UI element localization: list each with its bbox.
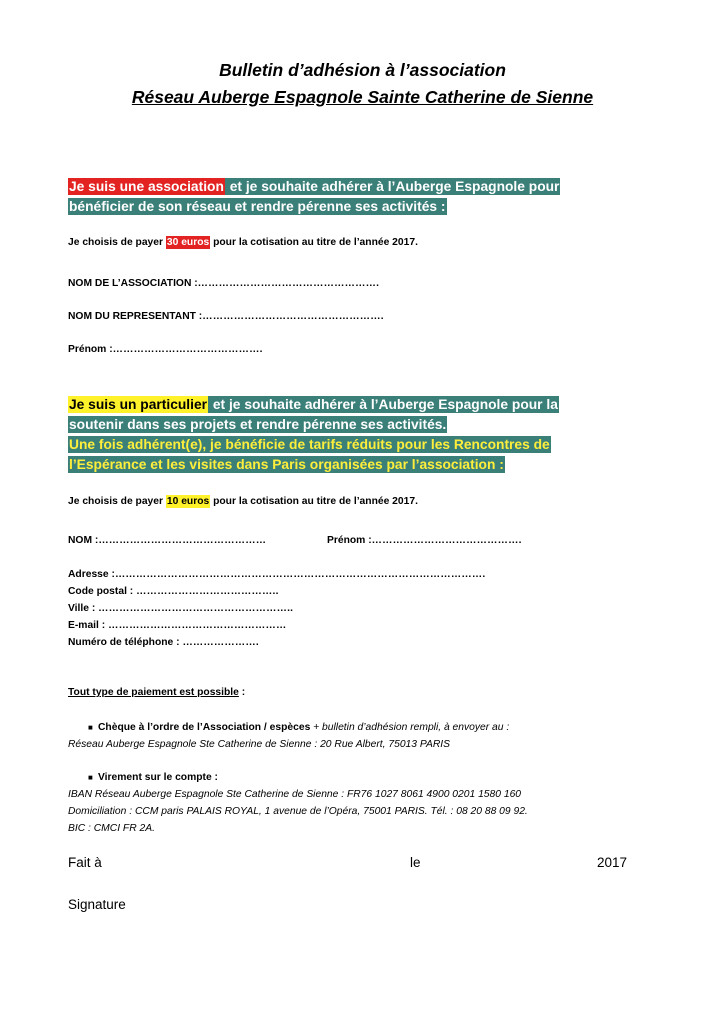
telephone-field[interactable]: Numéro de téléphone : …………………. (68, 637, 259, 648)
code-postal-field[interactable]: Code postal : ………………………………….. (68, 586, 279, 597)
square-bullet-icon: ■ (88, 723, 93, 732)
association-name-field[interactable]: NOM DE L’ASSOCIATION :……………………………………………. (68, 278, 380, 289)
prenom-field[interactable]: Prénom :……………………………………. (327, 535, 522, 546)
adresse-field[interactable]: Adresse :……………………………………………………………………………………………. (68, 569, 486, 580)
cheque-address: Réseau Auberge Espagnole Ste Catherine de Sienne : 20 Rue Albert, 75013 PARIS (68, 739, 450, 750)
association-amount: 30 euros (166, 237, 210, 248)
association-header-line2: bénéficier de son réseau et rendre pérenne ses activités : (69, 199, 446, 214)
square-bullet-icon: ■ (88, 773, 93, 782)
year-label: 2017 (597, 855, 628, 870)
particulier-header-line1 (68, 396, 559, 414)
fait-a-label: Fait à (68, 855, 102, 870)
document-title: Bulletin d’adhésion à l’association (219, 60, 506, 80)
nom-field[interactable]: NOM :………………………………………… (68, 535, 267, 546)
particulier-header-line2: soutenir dans ses projets et rendre pérenne ses activités. (69, 417, 447, 432)
bic-line: BIC : CMCI FR 2A. (68, 823, 155, 834)
representative-firstname-field[interactable]: Prénom :……………………………………. (68, 344, 263, 355)
particulier-amount: 10 euros (166, 496, 210, 507)
association-header-line1 (68, 178, 560, 196)
association-highlight: Je suis une association (69, 179, 224, 194)
association-name-title: Réseau Auberge Espagnole Sainte Catherine de Sienne (131, 87, 594, 107)
iban-line: IBAN Réseau Auberge Espagnole Ste Catherine de Sienne : FR76 1027 8061 4900 0201 1580 160 (68, 789, 522, 800)
domiciliation-line: Domiciliation : CCM paris PALAIS ROYAL, 1 avenue de l’Opéra, 75001 PARIS. Tél. : 08 20 88 09 92. (68, 806, 528, 817)
cheque-line: ■ Chèque à l’ordre de l’Association / espèces + bulletin d’adhésion rempli, à envoyer au : (88, 722, 510, 733)
particulier-header-line3: Une fois adhérent(e), je bénéficie de tarifs réduits pour les Rencontres de (69, 437, 550, 452)
particulier-highlight: Je suis un particulier (69, 397, 208, 412)
email-field[interactable]: E-mail : …………………………………………… (68, 620, 287, 631)
ville-field[interactable]: Ville : ……………………………………………….. (68, 603, 294, 614)
representative-name-field[interactable]: NOM DU REPRESENTANT :……………………………………………. (68, 311, 384, 322)
association-header-rest: et je souhaite adhérer à l’Auberge Espagnole pour (225, 178, 561, 195)
particulier-payment-line: Je choisis de payer 10 euros pour la cotisation au titre de l’année 2017. (68, 496, 418, 507)
association-payment-line: Je choisis de payer 30 euros pour la cotisation au titre de l’année 2017. (68, 237, 418, 248)
le-label: le (410, 855, 421, 870)
payment-heading: Tout type de paiement est possible : (68, 687, 246, 698)
virement-line: ■ Virement sur le compte : (88, 772, 218, 783)
particulier-header-rest: et je souhaite adhérer à l’Auberge Espagnole pour la (208, 396, 559, 413)
particulier-header-line4: l’Espérance et les visites dans Paris organisées par l’association : (69, 457, 504, 472)
signature-label: Signature (68, 897, 126, 912)
